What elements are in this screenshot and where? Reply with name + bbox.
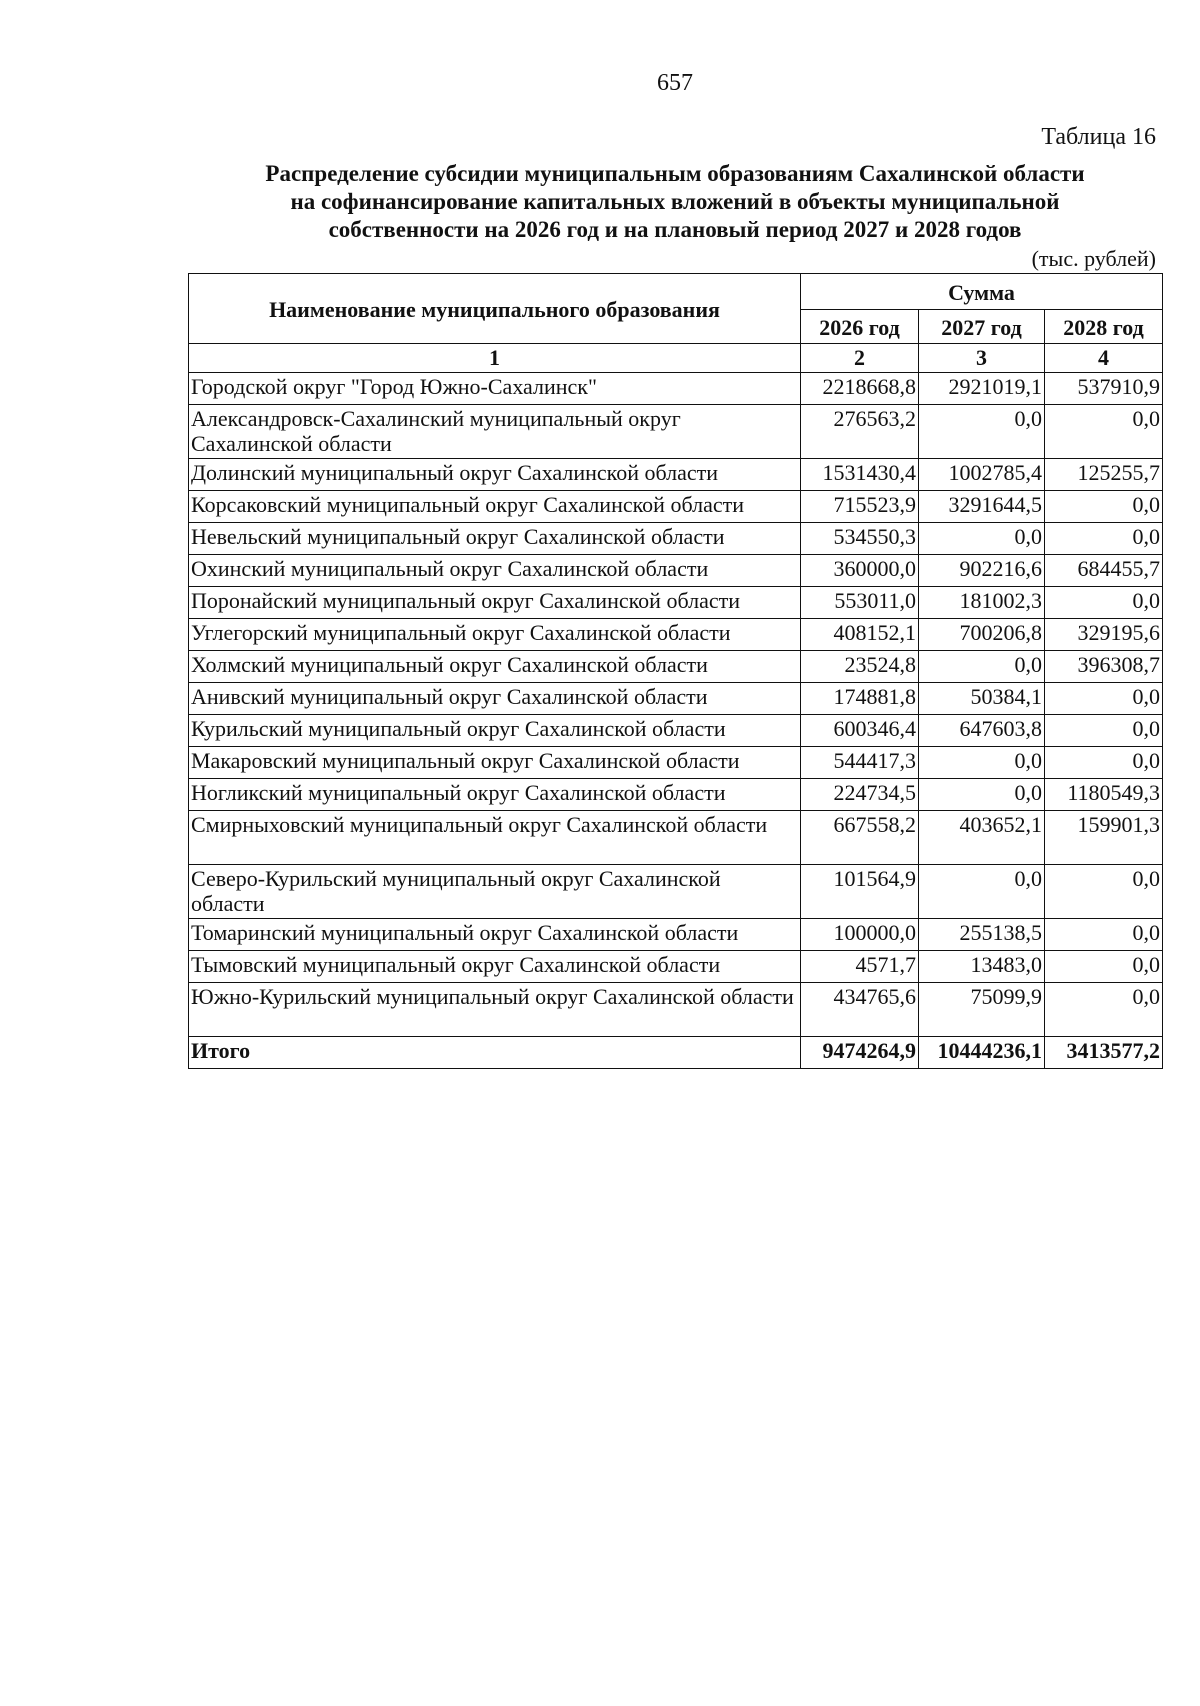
municipality-name: Городской округ "Город Южно-Сахалинск" [189,373,801,405]
table-row [189,619,1163,651]
amount-2026: 23524,8 [801,651,919,683]
table-row [189,865,1163,919]
municipality-name: Поронайский муниципальный округ Сахалинской области [189,587,801,619]
total-2026: 9474264,9 [801,1037,919,1069]
amount-2028: 684455,7 [1045,555,1163,587]
table-row [189,919,1163,951]
column-number: 2 [801,344,919,373]
amount-2027: 50384,1 [919,683,1045,715]
amount-2028: 329195,6 [1045,619,1163,651]
table-row [189,587,1163,619]
table-row [189,683,1163,715]
table-row [189,373,1163,405]
title-line-1: Распределение субсидии муниципальным образованиям Сахалинской области [265,161,1085,186]
amount-2027: 2921019,1 [919,373,1045,405]
amount-2026: 715523,9 [801,491,919,523]
municipality-name: Невельский муниципальный округ Сахалинской области [189,523,801,555]
table-row [189,811,1163,865]
header-name: Наименование муниципального образования [189,274,801,344]
amount-2028: 537910,9 [1045,373,1163,405]
amount-2027: 0,0 [919,779,1045,811]
amount-2028: 0,0 [1045,747,1163,779]
amount-2026: 276563,2 [801,405,919,459]
amount-2028: 0,0 [1045,865,1163,919]
page-number: 657 [657,70,693,96]
municipality-name: Долинский муниципальный округ Сахалинской области [189,459,801,491]
amount-2026: 2218668,8 [801,373,919,405]
table-row [189,715,1163,747]
amount-2027: 0,0 [919,747,1045,779]
amount-2026: 174881,8 [801,683,919,715]
municipality-name: Курильский муниципальный округ Сахалинской области [189,715,801,747]
municipality-name: Анивский муниципальный округ Сахалинской области [189,683,801,715]
municipality-name: Углегорский муниципальный округ Сахалинской области [189,619,801,651]
amount-2027: 0,0 [919,651,1045,683]
amount-2028: 0,0 [1045,587,1163,619]
amount-2027: 3291644,5 [919,491,1045,523]
amount-2026: 667558,2 [801,811,919,865]
table-row [189,459,1163,491]
amount-2026: 600346,4 [801,715,919,747]
municipality-name: Южно-Курильский муниципальный округ Сахалинской области [189,983,801,1037]
amount-2027: 1002785,4 [919,459,1045,491]
amount-2027: 13483,0 [919,951,1045,983]
title-line-3: собственности на 2026 год и на плановый период 2027 и 2028 годов [328,217,1022,242]
amount-2027: 0,0 [919,405,1045,459]
amount-2026: 544417,3 [801,747,919,779]
amount-2027: 0,0 [919,865,1045,919]
total-2027: 10444236,1 [919,1037,1045,1069]
amount-2026: 224734,5 [801,779,919,811]
header-year-2027: 2027 год [919,310,1045,344]
amount-2028: 1180549,3 [1045,779,1163,811]
amount-2026: 434765,6 [801,983,919,1037]
table-row [189,491,1163,523]
amount-2027: 647603,8 [919,715,1045,747]
amount-2026: 4571,7 [801,951,919,983]
amount-2028: 125255,7 [1045,459,1163,491]
amount-2028: 159901,3 [1045,811,1163,865]
document-title [190,160,1160,244]
municipality-name: Корсаковский муниципальный округ Сахалинской области [189,491,801,523]
total-2028: 3413577,2 [1045,1037,1163,1069]
header-sum: Сумма [801,274,1163,310]
amount-2027: 0,0 [919,523,1045,555]
table-row [189,779,1163,811]
amount-2026: 408152,1 [801,619,919,651]
total-label: Итого [189,1037,801,1069]
header-year-2028: 2028 год [1045,310,1163,344]
amount-2026: 1531430,4 [801,459,919,491]
table-label: Таблица 16 [1041,124,1156,150]
total-row [189,1037,1163,1069]
amount-2028: 0,0 [1045,491,1163,523]
column-number: 1 [189,344,801,373]
municipality-name: Александровск-Сахалинский муниципальный округ Сахалинской области [189,405,801,459]
amount-2026: 534550,3 [801,523,919,555]
table-row [189,405,1163,459]
municipality-name: Ногликский муниципальный округ Сахалинской области [189,779,801,811]
header-year-2026: 2026 год [801,310,919,344]
table-row [189,555,1163,587]
subsidy-table [188,273,1163,1069]
table-row [189,983,1163,1037]
column-number: 4 [1045,344,1163,373]
amount-2027: 181002,3 [919,587,1045,619]
amount-2027: 255138,5 [919,919,1045,951]
table-row [189,951,1163,983]
amount-2028: 0,0 [1045,523,1163,555]
table-row [189,651,1163,683]
municipality-name: Макаровский муниципальный округ Сахалинской области [189,747,801,779]
column-number: 3 [919,344,1045,373]
amount-2026: 101564,9 [801,865,919,919]
amount-2028: 0,0 [1045,983,1163,1037]
municipality-name: Томаринский муниципальный округ Сахалинской области [189,919,801,951]
amount-2028: 396308,7 [1045,651,1163,683]
units-label: (тыс. рублей) [1031,246,1156,271]
amount-2026: 100000,0 [801,919,919,951]
title-line-2: на софинансирование капитальных вложений в объекты муниципальной [290,189,1060,214]
municipality-name: Охинский муниципальный округ Сахалинской области [189,555,801,587]
amount-2027: 75099,9 [919,983,1045,1037]
municipality-name: Смирныховский муниципальный округ Сахалинской области [189,811,801,865]
amount-2026: 360000,0 [801,555,919,587]
amount-2027: 403652,1 [919,811,1045,865]
table-row [189,747,1163,779]
amount-2028: 0,0 [1045,405,1163,459]
table-row [189,523,1163,555]
amount-2028: 0,0 [1045,683,1163,715]
municipality-name: Северо-Курильский муниципальный округ Сахалинской области [189,865,801,919]
amount-2028: 0,0 [1045,715,1163,747]
amount-2028: 0,0 [1045,919,1163,951]
amount-2027: 700206,8 [919,619,1045,651]
amount-2027: 902216,6 [919,555,1045,587]
amount-2028: 0,0 [1045,951,1163,983]
amount-2026: 553011,0 [801,587,919,619]
municipality-name: Тымовский муниципальный округ Сахалинской области [189,951,801,983]
municipality-name: Холмский муниципальный округ Сахалинской области [189,651,801,683]
